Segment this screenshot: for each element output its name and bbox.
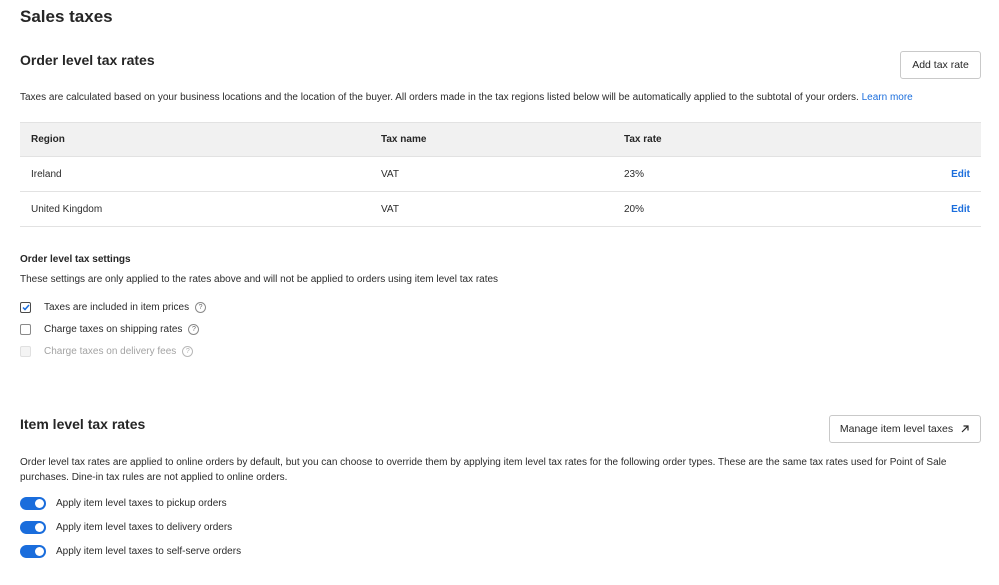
self-serve-toggle[interactable]: [20, 545, 46, 558]
header-tax-rate: Tax rate: [624, 134, 662, 145]
region-cell: United Kingdom: [31, 203, 103, 215]
pickup-toggle[interactable]: [20, 497, 46, 510]
learn-more-link[interactable]: Learn more: [861, 92, 913, 103]
toggle-row-pickup: [20, 496, 227, 510]
toggle-knob: [35, 499, 44, 508]
manage-item-level-taxes-button[interactable]: [829, 415, 981, 443]
settings-description: These settings are only applied to the rates above and will not be applied to orders using item level tax rates: [20, 274, 499, 285]
delivery-toggle[interactable]: [20, 521, 46, 534]
tax-rate-cell: 20%: [624, 203, 645, 215]
external-link-arrow-icon: [960, 424, 970, 434]
table-header: [20, 122, 981, 157]
item-level-description-line1: Order level tax rates are applied to online orders by default, but you can choose to override them by applying item level tax rates for the following order types. These are the same tax rates used for Point of Sale: [20, 457, 947, 468]
charge-delivery-label: Charge taxes on delivery fees: [44, 345, 177, 357]
item-level-description-line2: purchases. Dine-in tax rules are not applied to online orders.: [20, 472, 288, 483]
help-icon[interactable]: ?: [195, 302, 206, 313]
edit-link-united-kingdom[interactable]: Edit: [951, 203, 970, 215]
table-row: [20, 157, 981, 192]
taxes-included-checkbox[interactable]: [20, 302, 31, 313]
settings-title: Order level tax settings: [20, 254, 131, 265]
tax-rate-cell: 23%: [624, 168, 645, 180]
edit-link-ireland[interactable]: Edit: [951, 168, 970, 180]
pickup-toggle-label: Apply item level taxes to pickup orders: [56, 497, 227, 509]
option-taxes-included: [20, 300, 206, 314]
order-level-description-text: Taxes are calculated based on your business locations and the location of the buyer. All orders made in the tax regions listed below will be automatically applied to the subtotal of your orders.: [20, 92, 859, 103]
option-charge-delivery: [20, 344, 193, 358]
add-tax-rate-button[interactable]: Add tax rate: [900, 51, 981, 79]
tax-rates-table: [20, 122, 981, 227]
header-region: Region: [31, 134, 65, 145]
option-charge-shipping: [20, 322, 199, 336]
charge-shipping-label: Charge taxes on shipping rates: [44, 323, 183, 335]
toggle-knob: [35, 547, 44, 556]
toggle-knob: [35, 523, 44, 532]
tax-name-cell: VAT: [381, 168, 399, 180]
toggle-row-delivery: [20, 520, 232, 534]
table-row: [20, 192, 981, 227]
order-level-title: Order level tax rates: [20, 52, 155, 68]
region-cell: Ireland: [31, 168, 62, 180]
toggle-row-self-serve: [20, 544, 241, 558]
item-level-title: Item level tax rates: [20, 416, 146, 432]
taxes-included-label: Taxes are included in item prices: [44, 301, 190, 313]
order-level-description: [20, 90, 985, 105]
checkmark-icon: [22, 304, 30, 311]
delivery-toggle-label: Apply item level taxes to delivery orders: [56, 521, 233, 533]
charge-delivery-checkbox: [20, 346, 31, 357]
self-serve-toggle-label: Apply item level taxes to self-serve orders: [56, 545, 242, 557]
page-title: Sales taxes: [20, 7, 113, 26]
help-icon[interactable]: ?: [188, 324, 199, 335]
tax-name-cell: VAT: [381, 203, 399, 215]
help-icon[interactable]: ?: [182, 346, 193, 357]
charge-shipping-checkbox[interactable]: [20, 324, 31, 335]
manage-button-label: Manage item level taxes: [839, 423, 954, 435]
header-tax-name: Tax name: [381, 134, 427, 145]
